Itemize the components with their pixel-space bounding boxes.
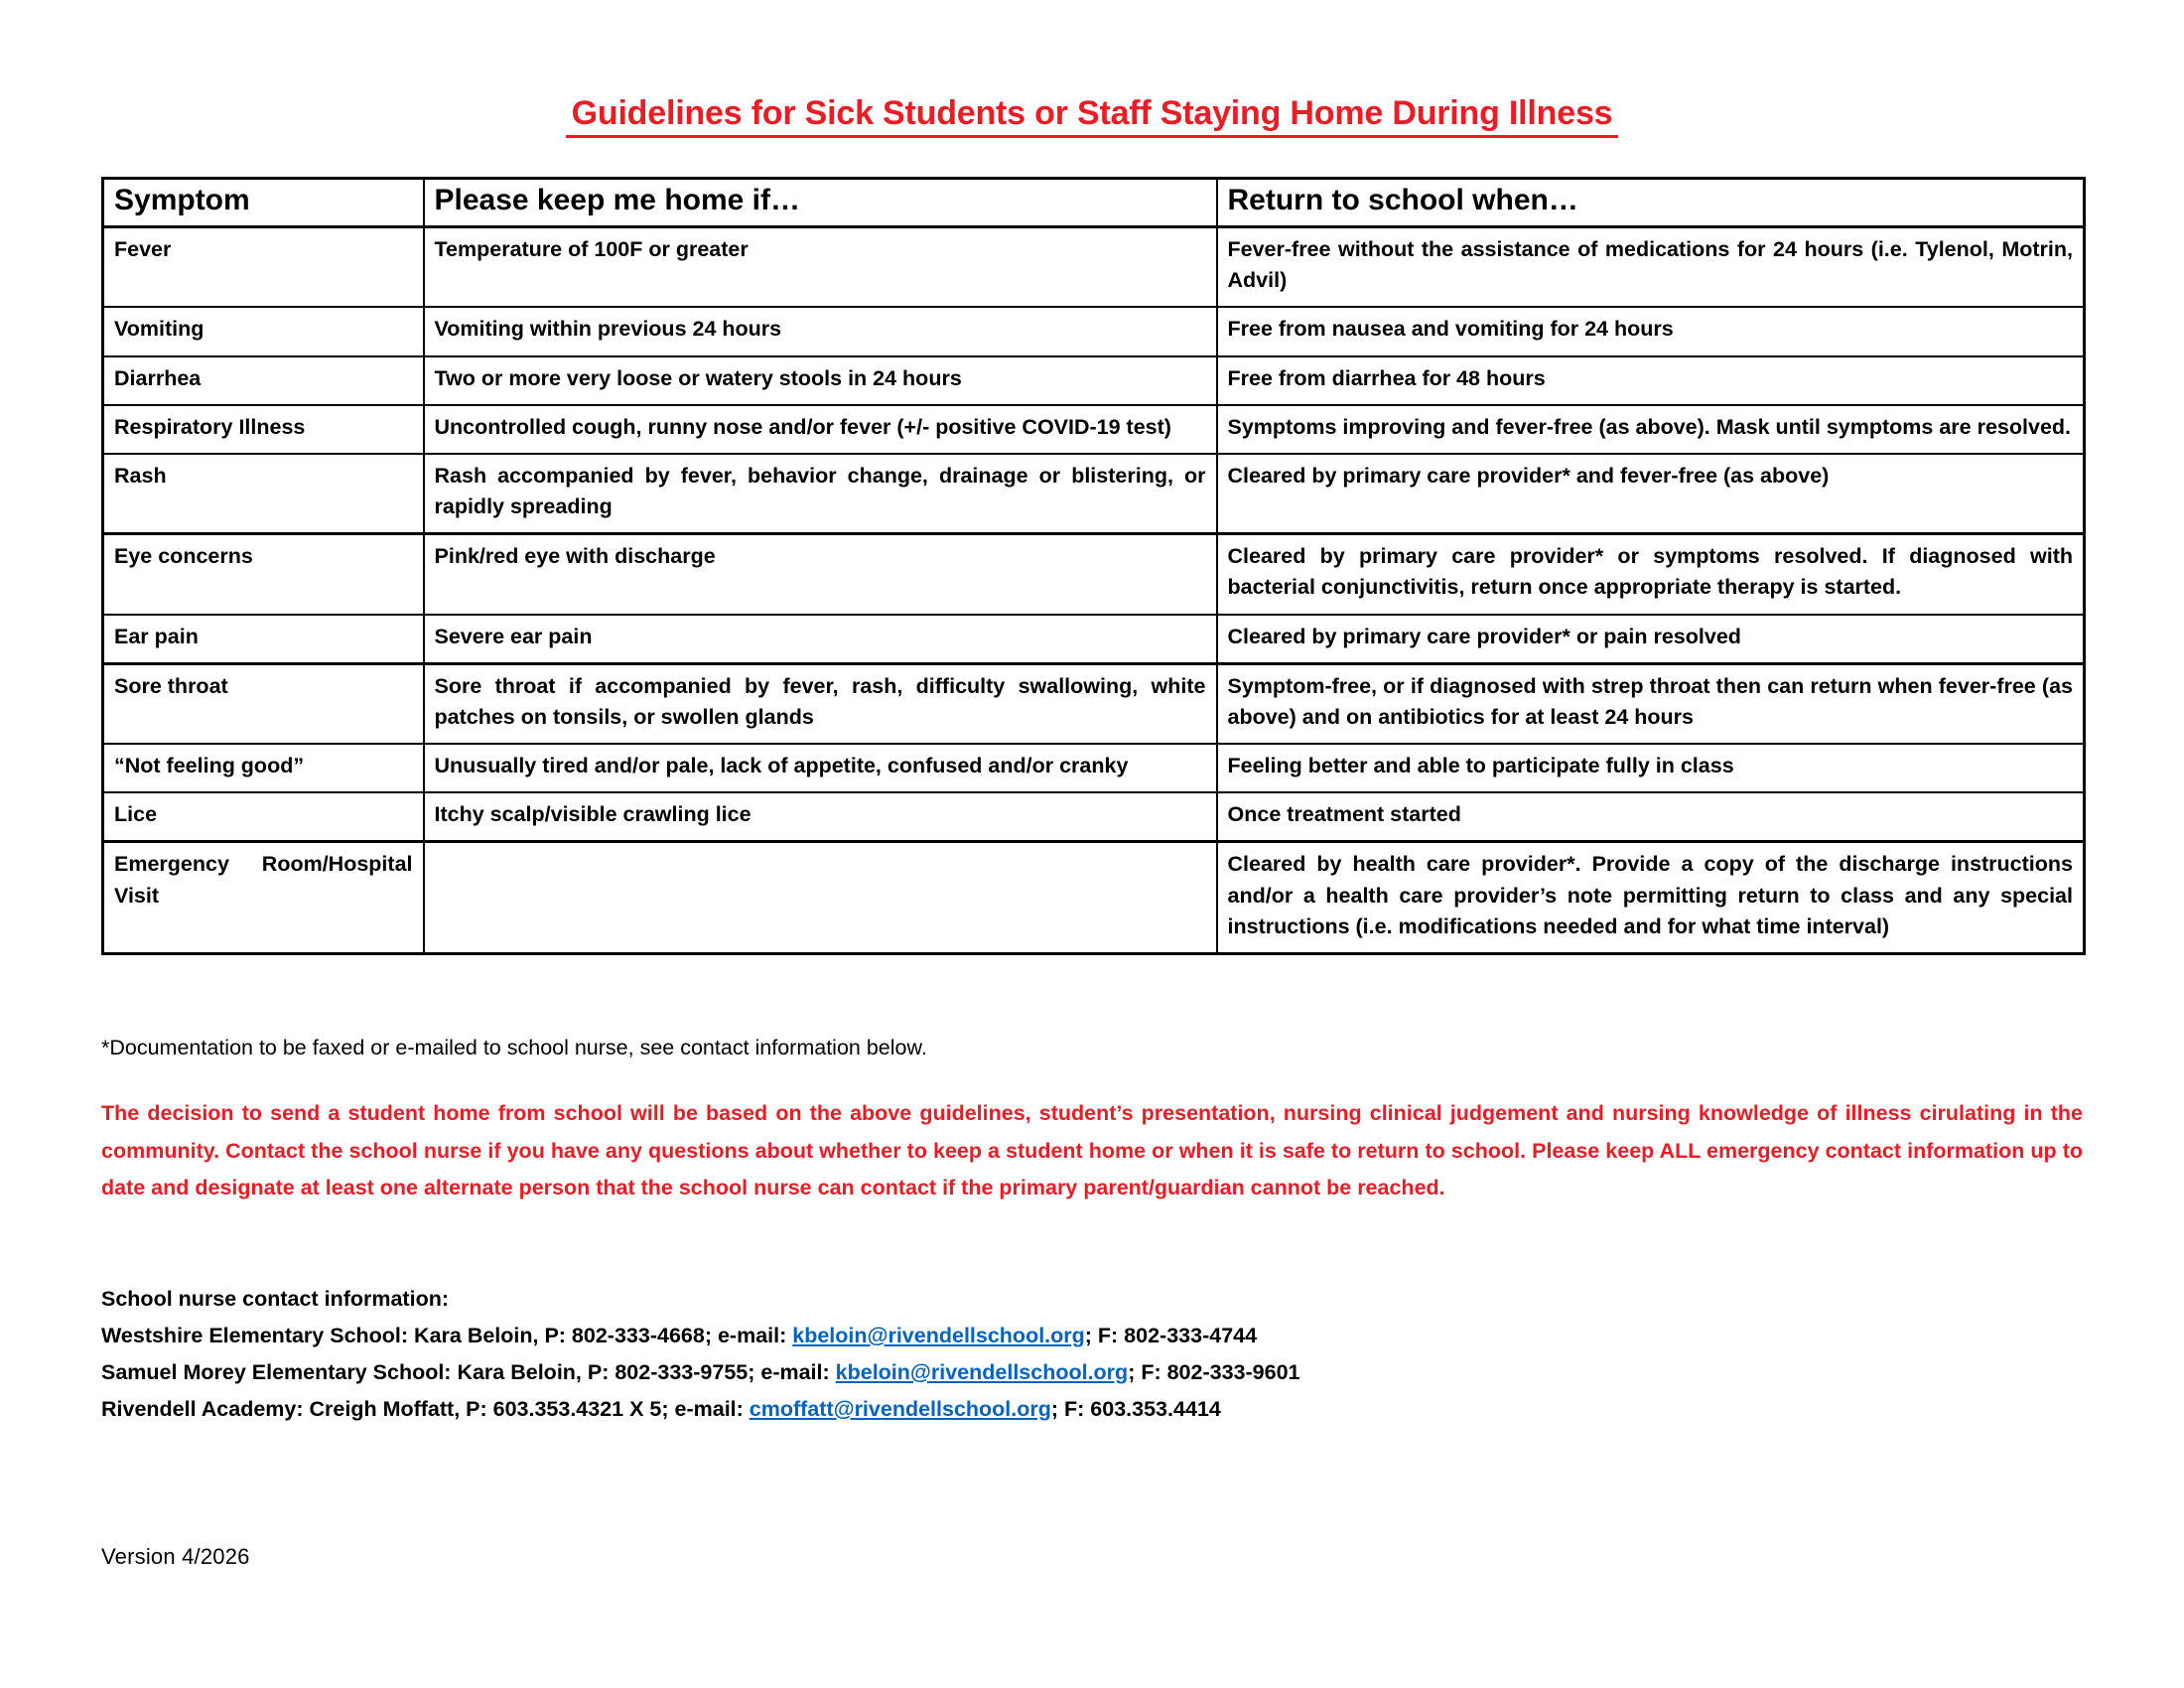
- table-row: [103, 663, 2085, 744]
- table-row: [103, 307, 2085, 355]
- cell-return: Cleared by primary care provider* or symptoms resolved. If diagnosed with bacterial conjunctivitis, return once appropriate therapy is started.: [1217, 534, 2085, 615]
- documentation-footnote: *Documentation to be faxed or e-mailed to school nurse, see contact information below.: [101, 1036, 927, 1059]
- column-header-keep-home: Please keep me home if…: [424, 179, 1217, 227]
- table-row: [103, 792, 2085, 842]
- cell-keep-home: Two or more very loose or watery stools in 24 hours: [424, 356, 1217, 405]
- table-body: [103, 227, 2085, 954]
- contact-heading: School nurse contact information:: [101, 1287, 449, 1311]
- cell-symptom: Rash: [103, 454, 424, 534]
- contact-text-prefix: Rivendell Academy: Creigh Moffatt, P: 603.353.4321 X 5; e-mail:: [101, 1396, 750, 1421]
- cell-keep-home: Temperature of 100F or greater: [424, 227, 1217, 308]
- cell-symptom: Emergency Room/Hospital Visit: [103, 842, 424, 954]
- red-notice-paragraph: The decision to send a student home from school will be based on the above guidelines, student’s presentation, nursing clinical judgement and nursing knowledge of illness cirulating in the community. Contact the school nurse if you have any questions about whether to keep a student home or when it is safe to return to school. Please keep ALL emergency contact information up to date and designate at least one alternate person that the school nurse can contact if the primary parent/guardian cannot be reached.: [101, 1101, 2083, 1200]
- cell-symptom: Ear pain: [103, 615, 424, 664]
- email-link[interactable]: kbeloin@rivendellschool.org: [792, 1323, 1085, 1347]
- cell-keep-home: Pink/red eye with discharge: [424, 534, 1217, 615]
- cell-keep-home: Itchy scalp/visible crawling lice: [424, 792, 1217, 842]
- cell-keep-home: Vomiting within previous 24 hours: [424, 307, 1217, 355]
- contact-text-suffix: ; F: 802-333-9601: [1128, 1359, 1300, 1384]
- table-header: [103, 179, 2085, 227]
- guidelines-table-container: [101, 177, 2083, 955]
- cell-symptom: Sore throat: [103, 663, 424, 744]
- cell-return: Cleared by health care provider*. Provide a copy of the discharge instructions and/or a health care provider’s note permitting return to class and any special instructions (i.e. modifications needed and for what time interval): [1217, 842, 2085, 954]
- cell-return: Feeling better and able to participate fully in class: [1217, 744, 2085, 792]
- cell-symptom: Eye concerns: [103, 534, 424, 615]
- cell-return: Symptoms improving and fever-free (as above). Mask until symptoms are resolved.: [1217, 405, 2085, 454]
- cell-return: Cleared by primary care provider* or pain resolved: [1217, 615, 2085, 664]
- cell-return: Once treatment started: [1217, 792, 2085, 842]
- table-header-row: [103, 179, 2085, 227]
- email-link[interactable]: cmoffatt@rivendellschool.org: [749, 1396, 1051, 1421]
- cell-return: Fever-free without the assistance of medications for 24 hours (i.e. Tylenol, Motrin, Advil): [1217, 227, 2085, 308]
- column-header-return: Return to school when…: [1217, 179, 2085, 227]
- guidelines-table: [101, 177, 2086, 955]
- contact-line: [101, 1318, 1299, 1354]
- cell-symptom: Fever: [103, 227, 424, 308]
- contact-text-suffix: ; F: 603.353.4414: [1050, 1396, 1221, 1421]
- contact-text-prefix: Westshire Elementary School: Kara Beloin, P: 802-333-4668; e-mail:: [101, 1323, 793, 1347]
- page-title: Guidelines for Sick Students or Staff Staying Home During Illness: [566, 95, 1619, 138]
- contact-text-prefix: Samuel Morey Elementary School: Kara Beloin, P: 802-333-9755; e-mail:: [101, 1359, 836, 1384]
- table-row: [103, 405, 2085, 454]
- column-header-symptom: Symptom: [103, 179, 424, 227]
- cell-keep-home: Uncontrolled cough, runny nose and/or fever (+/- positive COVID-19 test): [424, 405, 1217, 454]
- cell-keep-home: Severe ear pain: [424, 615, 1217, 664]
- contact-line: [101, 1354, 1299, 1391]
- table-row: [103, 454, 2085, 534]
- title-container: [0, 0, 2184, 138]
- table-row: [103, 842, 2085, 954]
- contact-lines: [101, 1318, 1299, 1428]
- cell-keep-home: Unusually tired and/or pale, lack of appetite, confused and/or cranky: [424, 744, 1217, 792]
- cell-symptom: Respiratory Illness: [103, 405, 424, 454]
- table-row: [103, 356, 2085, 405]
- cell-return: Cleared by primary care provider* and fever-free (as above): [1217, 454, 2085, 534]
- contact-line: [101, 1391, 1299, 1428]
- table-row: [103, 534, 2085, 615]
- cell-return: Free from diarrhea for 48 hours: [1217, 356, 2085, 405]
- cell-symptom: Lice: [103, 792, 424, 842]
- contact-information-block: [101, 1281, 1299, 1428]
- cell-keep-home: [424, 842, 1217, 954]
- table-row: [103, 227, 2085, 308]
- cell-symptom: Vomiting: [103, 307, 424, 355]
- cell-symptom: “Not feeling good”: [103, 744, 424, 792]
- table-row: [103, 615, 2085, 664]
- version-label: Version 4/2026: [101, 1544, 250, 1569]
- cell-return: Free from nausea and vomiting for 24 hours: [1217, 307, 2085, 355]
- cell-return: Symptom-free, or if diagnosed with strep throat then can return when fever-free (as above) and on antibiotics for at least 24 hours: [1217, 663, 2085, 744]
- cell-keep-home: Rash accompanied by fever, behavior change, drainage or blistering, or rapidly spreading: [424, 454, 1217, 534]
- table-row: [103, 744, 2085, 792]
- cell-keep-home: Sore throat if accompanied by fever, rash, difficulty swallowing, white patches on tonsils, or swollen glands: [424, 663, 1217, 744]
- cell-symptom: Diarrhea: [103, 356, 424, 405]
- contact-text-suffix: ; F: 802-333-4744: [1084, 1323, 1258, 1347]
- email-link[interactable]: kbeloin@rivendellschool.org: [835, 1359, 1129, 1384]
